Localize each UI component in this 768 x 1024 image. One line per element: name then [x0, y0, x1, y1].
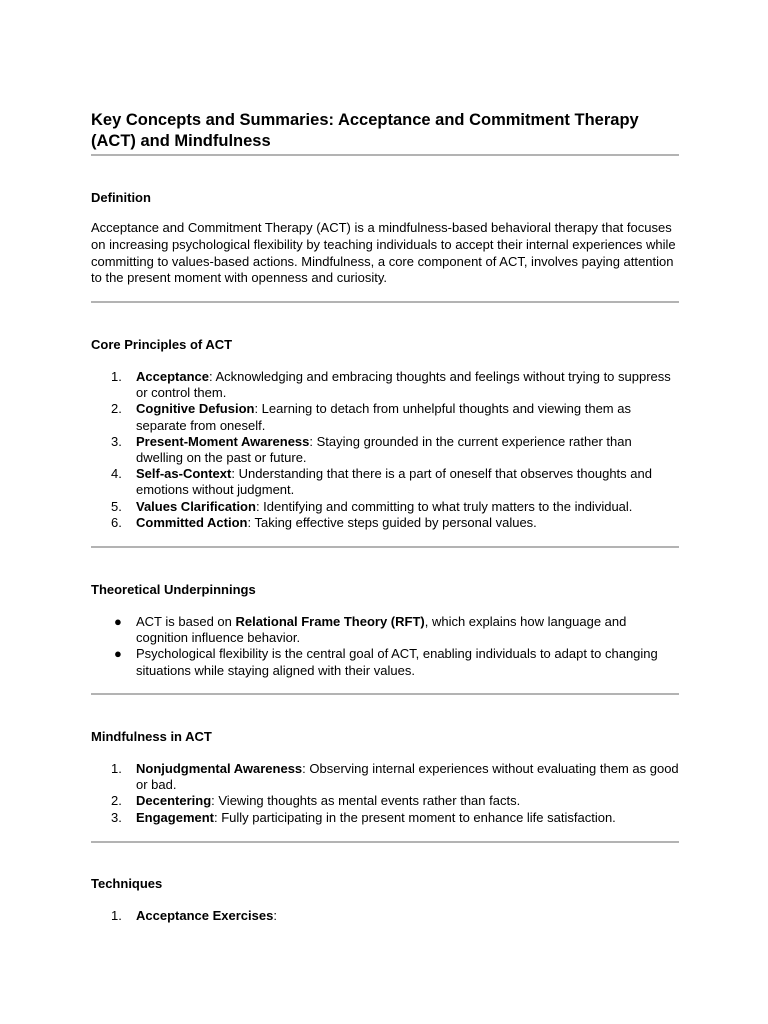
list-item	[91, 401, 679, 433]
document-title: Key Concepts and Summaries: Acceptance and Commitment Therapy (ACT) and Mindfulness	[91, 111, 639, 150]
list-item-text: : Taking effective steps guided by personal values.	[247, 514, 537, 530]
list-number: 1.	[111, 761, 122, 776]
list-item-text: : Identifying and committing to what truly matters to the individual.	[255, 498, 633, 514]
list-item-text: : Acknowledging and embracing thoughts and feelings without trying to suppress or control them.	[136, 369, 671, 401]
list-item-text: : Understanding that there is a part of oneself that observes thoughts and emotions without judgment.	[136, 466, 652, 498]
list-item	[91, 793, 679, 809]
list-number: 2.	[111, 793, 122, 809]
list-number: 3.	[111, 433, 122, 449]
list-item-term: Nonjudgmental Awareness	[136, 761, 303, 776]
list-item-text: :	[273, 908, 277, 923]
list-item	[91, 434, 679, 466]
definition-heading: Definition	[91, 190, 151, 205]
bullet-icon: ●	[114, 614, 122, 629]
theoretical-heading: Theoretical Underpinnings	[91, 582, 256, 597]
list-item-term: Cognitive Defusion	[136, 401, 255, 417]
section-divider	[91, 301, 679, 303]
section-divider	[91, 841, 679, 843]
list-number: 4.	[111, 466, 122, 482]
list-item-term: Committed Action	[136, 514, 248, 530]
list-number: 1.	[111, 369, 122, 384]
techniques-heading: Techniques	[91, 876, 163, 891]
mindfulness-heading: Mindfulness in ACT	[91, 729, 212, 744]
list-item-term: Acceptance	[136, 369, 209, 384]
list-item-text: : Observing internal experiences without evaluating them as good or bad.	[136, 761, 679, 793]
core-principles-heading: Core Principles of ACT	[91, 337, 233, 352]
list-item-text: : Viewing thoughts as mental events rather than facts.	[211, 793, 521, 809]
list-number: 1.	[111, 908, 122, 923]
list-item-text: : Fully participating in the present moment to enhance life satisfaction.	[214, 809, 616, 825]
list-item	[91, 810, 679, 826]
list-item	[91, 515, 679, 531]
list-item-term: Values Clarification	[136, 498, 256, 514]
list-item-term: Self-as-Context	[136, 466, 232, 482]
mindfulness-list	[91, 761, 679, 826]
section-divider	[91, 693, 679, 695]
list-item	[91, 499, 679, 515]
list-item	[91, 646, 679, 678]
list-item-term: Acceptance Exercises	[136, 908, 274, 923]
list-item-term: Decentering	[136, 793, 212, 809]
list-item-text: Psychological flexibility is the central goal of ACT, enabling individuals to adapt to changing situations while staying aligned with their values.	[136, 646, 658, 678]
section-divider	[91, 546, 679, 548]
list-item-text: : Learning to detach from unhelpful thoughts and viewing them as separate from oneself.	[136, 401, 631, 433]
list-item	[91, 466, 679, 498]
list-item-text: , which explains how language and cognition influence behavior.	[136, 614, 627, 646]
list-item	[91, 369, 679, 401]
list-number: 6.	[111, 514, 122, 530]
list-item	[91, 761, 679, 793]
list-item-text: ACT is based on	[136, 614, 236, 629]
list-number: 2.	[111, 401, 122, 417]
theoretical-list	[91, 614, 679, 679]
list-item-term: Relational Frame Theory (RFT)	[235, 614, 425, 629]
list-item-term: Present-Moment Awareness	[136, 433, 310, 449]
list-number: 5.	[111, 498, 122, 514]
core-principles-list	[91, 369, 679, 531]
list-item	[91, 908, 679, 924]
bullet-icon: ●	[114, 646, 122, 662]
list-item-term: Engagement	[136, 809, 215, 825]
list-item	[91, 614, 679, 646]
list-item-text: : Staying grounded in the current experience rather than dwelling on the past or future.	[136, 433, 632, 466]
definition-text: Acceptance and Commitment Therapy (ACT) is a mindfulness-based behavioral therapy that focuses on increasing psychological flexibility by teaching individuals to accept their internal experiences while committing to values-based actions. Mindfulness, a core component of ACT, involves paying attention to the present moment with openness and curiosity.	[91, 220, 676, 286]
techniques-list	[91, 908, 679, 924]
list-number: 3.	[111, 809, 122, 825]
section-divider	[91, 154, 679, 156]
